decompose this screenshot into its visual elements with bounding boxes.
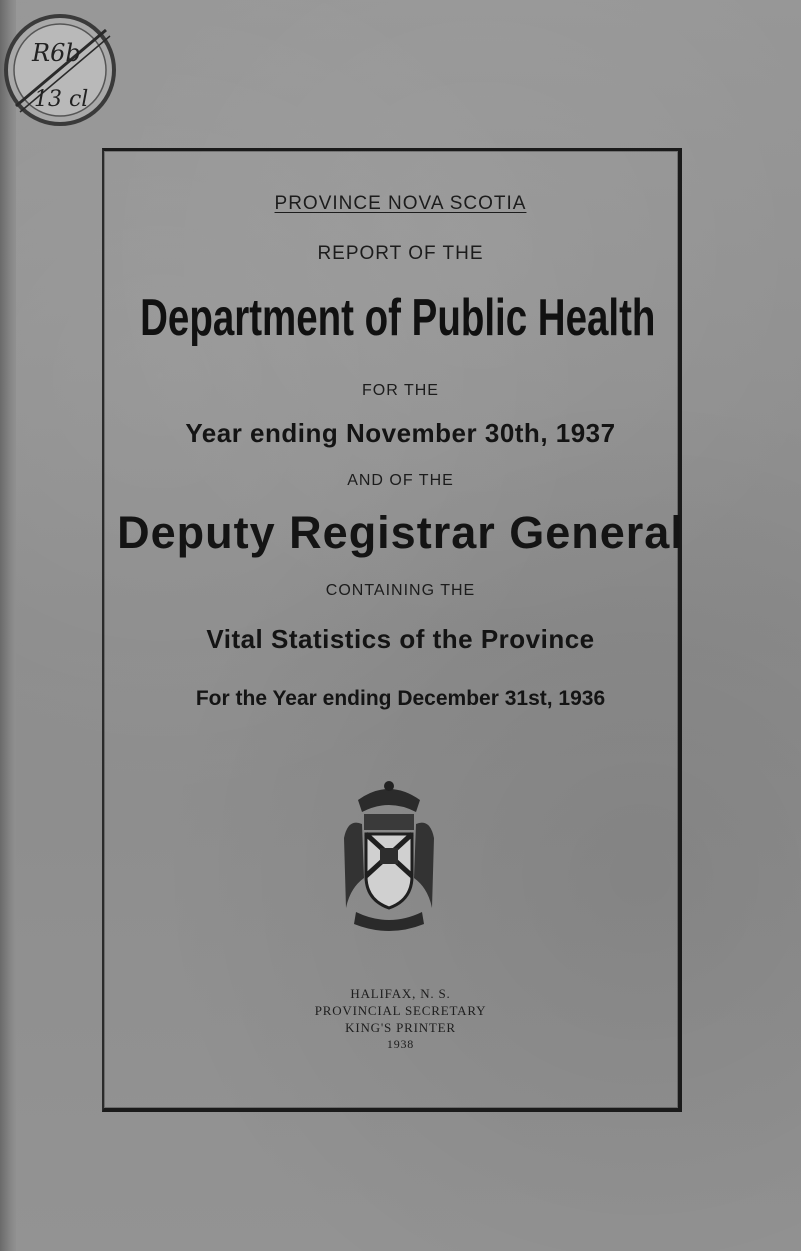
year-ending-line: Year ending November 30th, 1937 xyxy=(185,418,616,448)
library-stamp-icon xyxy=(2,6,120,130)
coat-of-arms-icon xyxy=(338,778,440,936)
svg-text:13 cl: 13 cl xyxy=(34,87,89,112)
for-the-line: FOR THE xyxy=(362,382,439,399)
report-of-the-line: REPORT OF THE xyxy=(317,243,484,264)
imprint-place: HALIFAX, N. S. xyxy=(350,986,451,1001)
containing-the-line: CONTAINING THE xyxy=(325,582,476,599)
vital-statistics-line: Vital Statistics of the Province xyxy=(206,624,595,654)
svg-text:R6b: R6b xyxy=(32,39,81,67)
deputy-registrar-title: Deputy Registrar General xyxy=(117,507,684,558)
imprint-printer: KING'S PRINTER xyxy=(345,1020,456,1035)
province-heading: PROVINCE NOVA SCOTIA xyxy=(274,193,527,214)
imprint-office: PROVINCIAL SECRETARY xyxy=(314,1003,487,1018)
imprint-year: 1938 xyxy=(386,1037,415,1051)
for-year-ending-line: For the Year ending December 31st, 1936 xyxy=(195,687,606,710)
department-title: Department of Public Health xyxy=(140,289,656,347)
and-of-the-line: AND OF THE xyxy=(347,472,454,489)
